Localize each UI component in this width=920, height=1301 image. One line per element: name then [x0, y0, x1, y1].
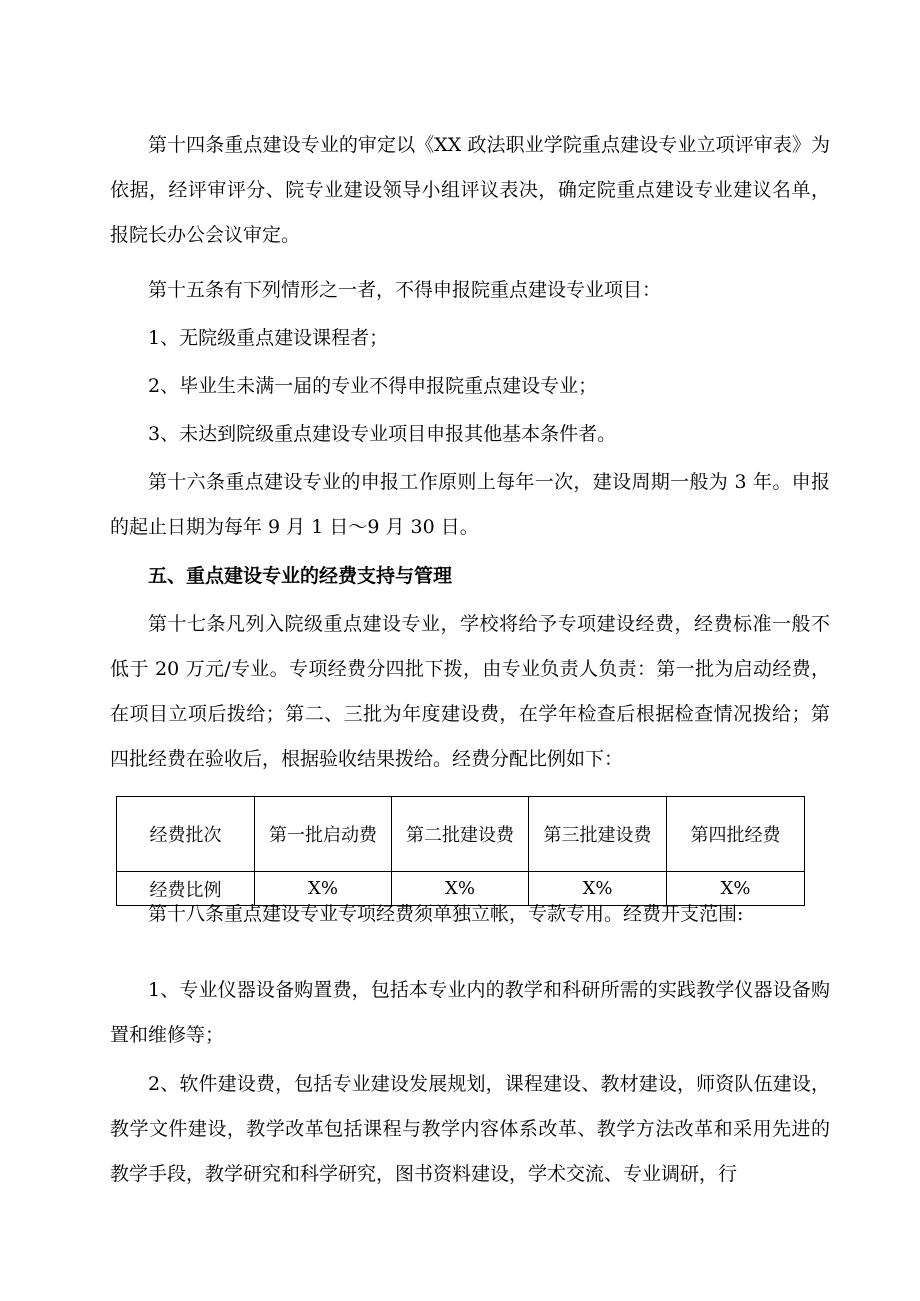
table-cell: 第三批建设费	[529, 797, 667, 872]
article-15: 第十五条有下列情形之一者，不得申报院重点建设专业项目：	[148, 279, 662, 301]
table-cell: 第一批启动费	[255, 797, 392, 872]
table-cell: 第二批建设费	[392, 797, 529, 872]
fund-ratio-table	[116, 796, 805, 906]
article-17: 第十七条凡列入院级重点建设专业，学校将给予专项建设经费，经费标准一般不低于 20 万元/专业。专项经费分四批下拨，由专业负责人负责：第一批为启动经费，在项目立项后拨给；第二、三批为年度建设费，在学年检查后根据检查情况拨给；第四批经费在验收后，根据验收结果拨给。经费分配比例如下：	[110, 613, 830, 770]
article-18-item-1: 1、专业仪器设备购置费，包括本专业内的教学和科研所需的实践教学仪器设备购置和维修等；	[110, 979, 830, 1046]
article-15-item-1: 1、无院级重点建设课程者；	[148, 327, 389, 349]
table-cell: X%	[255, 872, 392, 906]
table-header-row	[117, 797, 805, 872]
table-cell: 经费批次	[117, 797, 255, 872]
table-cell: X%	[392, 872, 529, 906]
article-16: 第十六条重点建设专业的申报工作原则上每年一次，建设周期一般为 3 年。申报的起止日期为每年 9 月 1 日～9 月 30 日。	[110, 471, 830, 538]
article-18-item-2: 2、软件建设费，包括专业建设发展规划，课程建设、教材建设，师资队伍建设，教学文件建设，教学改革包括课程与教学内容体系改革、教学方法改革和采用先进的教学手段，教学研究和科学研究，图书资料建设，学术交流、专业调研，行	[110, 1073, 830, 1185]
table-cell: 第四批经费	[667, 797, 805, 872]
section-5-heading: 五、重点建设专业的经费支持与管理	[148, 565, 453, 587]
article-15-item-3: 3、未达到院级重点建设专业项目申报其他基本条件者。	[148, 423, 617, 445]
table-cell: X%	[667, 872, 805, 906]
article-18: 第十八条重点建设专业专项经费须单独立帐，专款专用。经费开支范围:	[148, 903, 744, 925]
table-cell: 经费比例	[117, 872, 255, 906]
article-15-item-2: 2、毕业生未满一届的专业不得申报院重点建设专业；	[148, 375, 598, 397]
table-cell: X%	[529, 872, 667, 906]
article-14: 第十四条重点建设专业的审定以《XX 政法职业学院重点建设专业立项评审表》为依据，经评审评分、院专业建设领导小组评议表决，确定院重点建设专业建议名单，报院长办公会议审定。	[110, 134, 830, 246]
